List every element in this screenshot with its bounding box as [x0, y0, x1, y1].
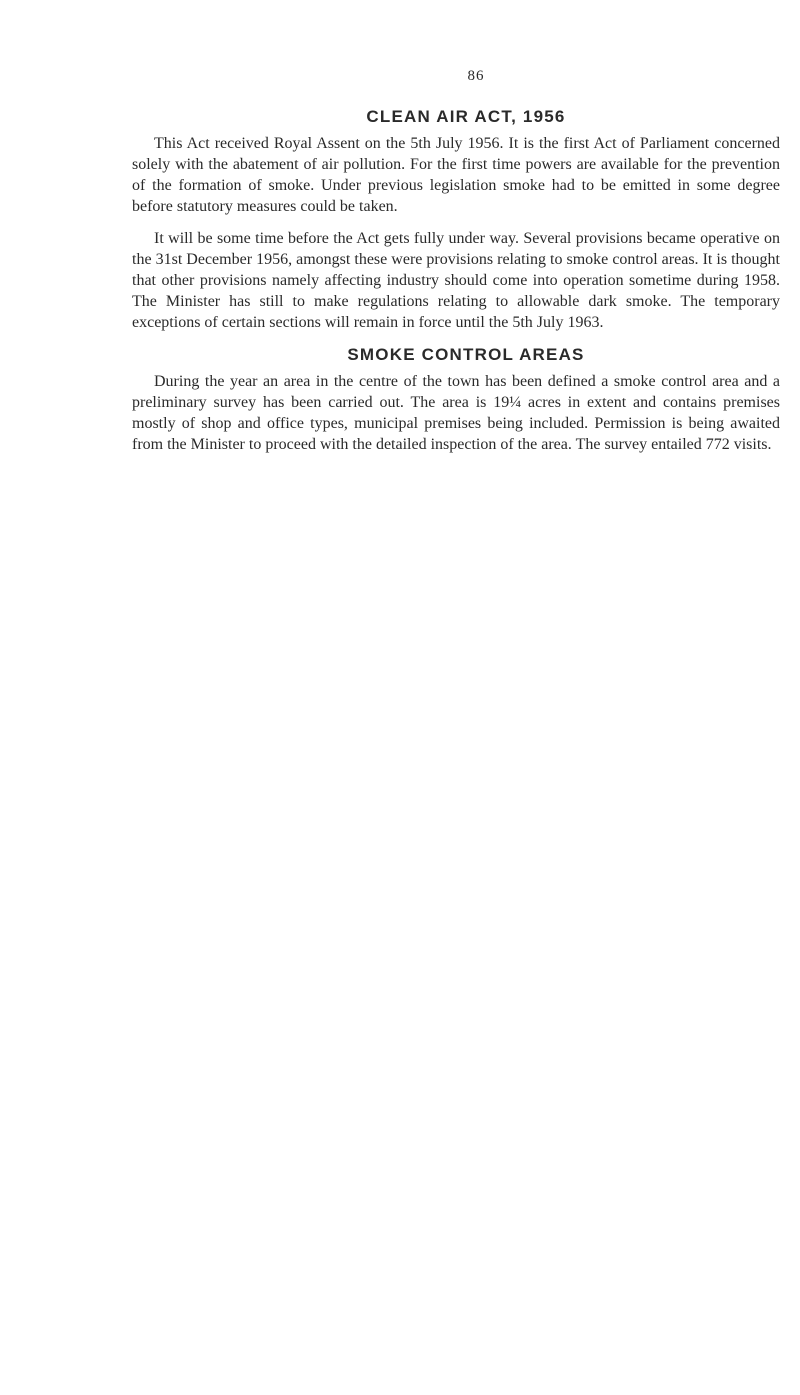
section-heading-smoke-control-areas: SMOKE CONTROL AREAS — [347, 345, 585, 364]
document-page — [132, 68, 780, 466]
paragraph: This Act received Royal Assent on the 5th July 1956. It is the first Act of Parliament concerned solely with the abatement of air pollution. For the first time powers are available for the prevention of the formation of smoke. Under previous legislation smoke had to be emitted in some degree before statutory measures could be taken. — [132, 135, 780, 215]
smoke-control-areas-section — [132, 345, 780, 455]
page-number: 86 — [467, 68, 485, 84]
clean-air-act-section — [132, 107, 780, 333]
section-heading-clean-air-act: CLEAN AIR ACT, 1956 — [366, 107, 566, 126]
paragraph: During the year an area in the centre of the town has been defined a smoke control area and a preliminary survey has been carried out. The area is 19¼ acres in extent and contains premises mostly of shop and office types, municipal premises being included. Permission is being awaited from the Minister to proceed with the detailed inspection of the area. The survey entailed 772 visits. — [132, 373, 780, 453]
paragraph: It will be some time before the Act gets fully under way. Several provisions became operative on the 31st December 1956, amongst these were provisions relating to smoke control areas. It is thought that other provisions namely affecting industry should come into operation sometime during 1958. The Minister has still to make regulations relating to allowable dark smoke. The temporary exceptions of certain sections will remain in force until the 5th July 1963. — [132, 230, 780, 331]
